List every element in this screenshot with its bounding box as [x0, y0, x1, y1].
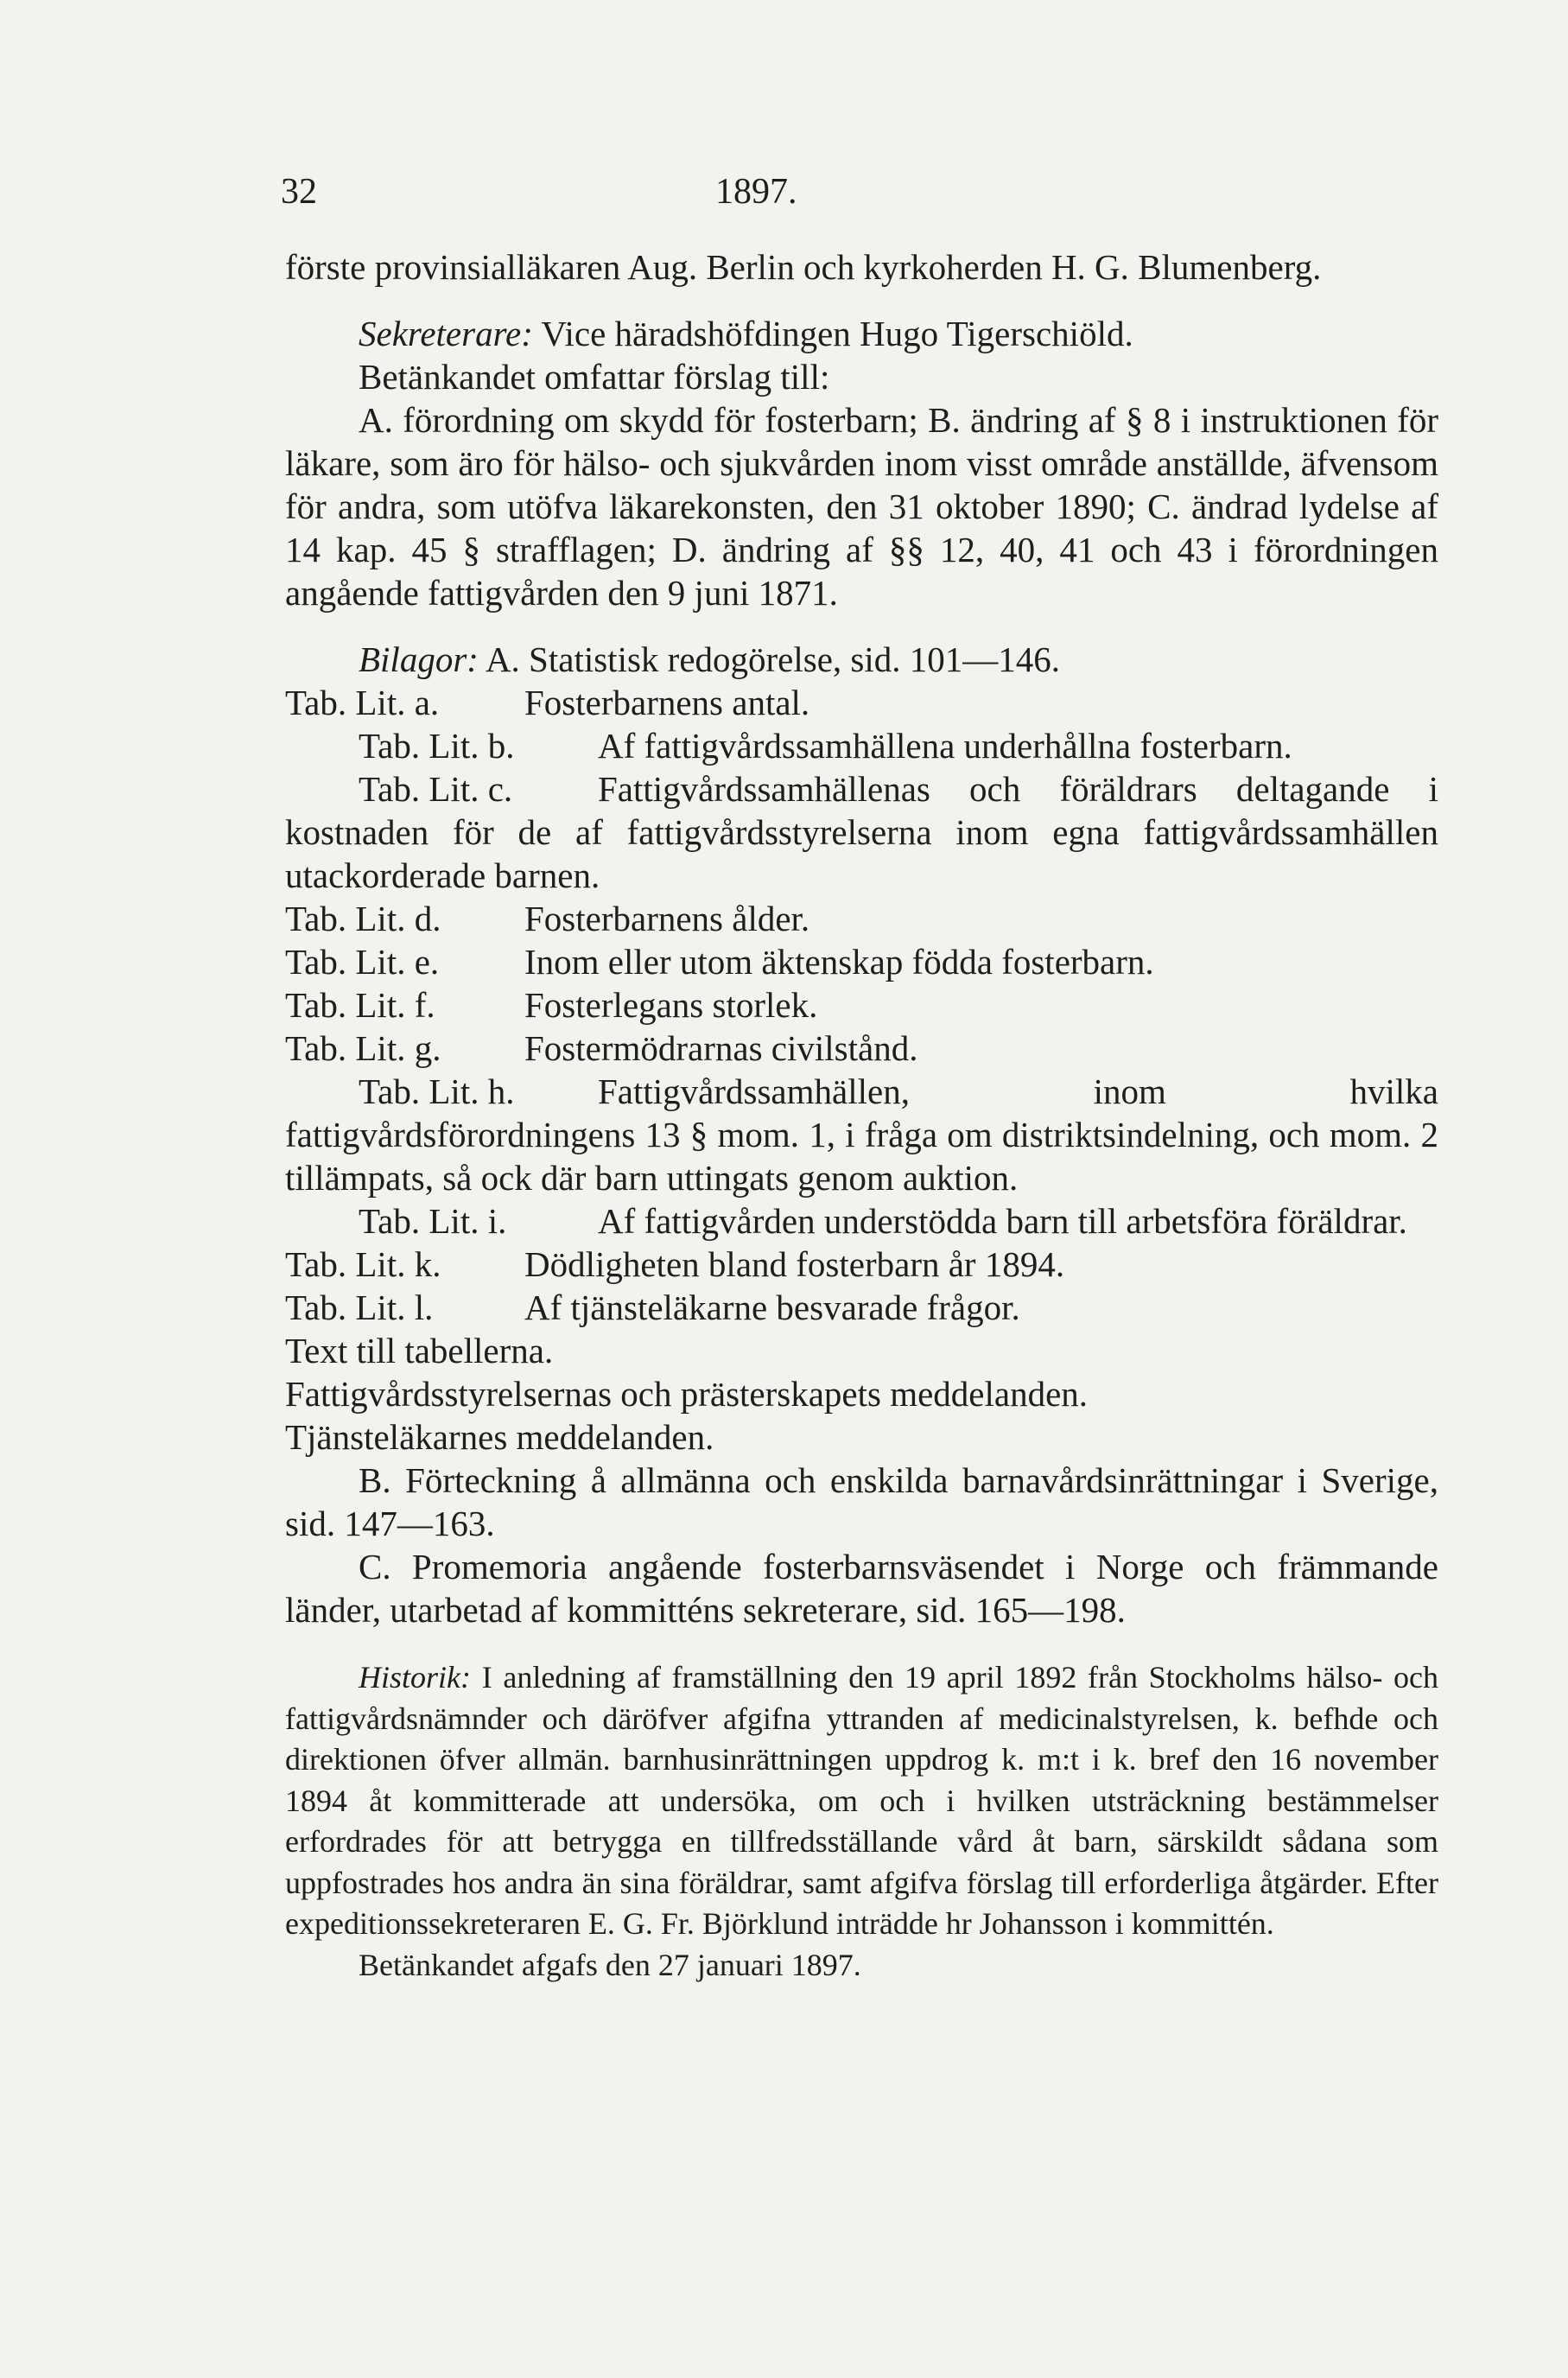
bilagor-head-text: A. Statistisk redogörelse, sid. 101—146.: [485, 639, 1061, 679]
sekreterare-text: Vice häradshöfdingen Hugo Tigerschiöld.: [541, 314, 1133, 353]
tab-key: Tab. Lit. h.: [359, 1071, 515, 1111]
tab-key: Tab. Lit. e.: [285, 942, 440, 982]
page-number: 32: [281, 172, 317, 212]
bilagor-tab-item: [285, 681, 1438, 724]
header-year: 1897.: [715, 172, 797, 212]
bilagor-tab-item: [285, 1199, 1438, 1243]
historik-paragraph: [285, 1657, 1438, 1945]
tab-text: Af tjänsteläkarne besvarade frågor.: [524, 1288, 1020, 1327]
bilagor-tab-item: [285, 1286, 1438, 1329]
page-header: [0, 171, 1568, 223]
bilagor-tab-item: [285, 1243, 1438, 1286]
tab-key: Tab. Lit. g.: [285, 1028, 441, 1068]
bilagor-extra-item: C. Promemoria angående fosterbarnsväsendet i Norge och främmande länder, utarbetad af kommitténs sekreterare, sid. 165—198.: [285, 1547, 1438, 1630]
tab-key: Tab. Lit. d.: [285, 899, 441, 938]
bilagor-label: Bilagor:: [359, 639, 479, 679]
tab-text: Fostermödrarnas civilstånd.: [524, 1028, 918, 1068]
tab-text: Fattigvårdssamhällen, inom hvilka fattigvårdsförordningens 13 § mom. 1, i fråga om distriktsindelning, och mom. 2 tillämpats, så ock där barn uttingats genom auktion.: [285, 1071, 1438, 1198]
tab-text: Fosterbarnens ålder.: [524, 899, 810, 938]
tab-text: Dödligheten bland fosterbarn år 1894.: [524, 1244, 1065, 1284]
historik-text: I anledning af framställning den 19 april 1892 från Stockholms hälso- och fattigvårdsnämnder och däröfver afgifna yttranden af medicinalstyrelsen, k. befhde och direktionen öfver allmän. barnhusinrättningen uppdrog k. m:t i k. bref den 16 november 1894 åt kommitterade att undersöka, om och i hvilken utsträckning bestämmelser erfordrades för att betrygga en tillfredsställande vård åt barn, särskildt sådana som uppfostrades hos andra än sina föräldrar, samt afgifva förslag till erforderliga åtgärder. Efter expeditionssekreteraren E. G. Fr. Björklund inträdde hr Johansson i kommittén.: [285, 1660, 1438, 1941]
tab-key: Tab. Lit. f.: [285, 985, 435, 1025]
bilagor-heading: [285, 638, 1438, 681]
bilagor-extra-item: Tjänsteläkarnes meddelanden.: [285, 1417, 714, 1457]
intro-paragraph: förste provinsialläkaren Aug. Berlin och kyrkoherden H. G. Blumenberg.: [285, 247, 1322, 287]
tab-text: Inom eller utom äktenskap födda fosterbarn.: [524, 942, 1154, 982]
bilagor-extra-item: Fattigvårdsstyrelsernas och prästerskapets meddelanden.: [285, 1374, 1089, 1414]
bilagor-tab-item: [285, 897, 1438, 940]
tab-text: Af fattigvården understödda barn till arbetsföra föräldrar.: [598, 1201, 1407, 1241]
tab-text: Fosterbarnens antal.: [524, 683, 810, 722]
bilagor-extra-list: [285, 1329, 1438, 1631]
bilagor-extra-item: Text till tabellerna.: [285, 1331, 554, 1370]
tab-text: Fattigvårdssamhällenas och föräldrars deltagande i kostnaden för de af fattigvårdsstyrelserna inom egna fattigvårdssamhällen utackorderade barnen.: [285, 769, 1438, 895]
tab-text: Fosterlegans storlek.: [524, 985, 818, 1025]
bilagor-tab-item: [285, 767, 1438, 897]
bilagor-tab-item: [285, 940, 1438, 983]
tab-key: Tab. Lit. l.: [285, 1288, 434, 1327]
sekreterare-label: Sekreterare:: [359, 314, 533, 353]
tab-key: Tab. Lit. a.: [285, 683, 440, 722]
tab-key: Tab. Lit. i.: [359, 1201, 507, 1241]
forslag-paragraph: A. förordning om skydd för fosterbarn; B. ändring af § 8 i instruktionen för läkare, som äro för hälso- och sjukvården inom visst område anställde, äfvensom för andra, som utöfva läkarekonsten, den 31 oktober 1890; C. ändrad lydelse af 14 kap. 45 § strafflagen; D. ändring af §§ 12, 40, 41 och 43 i förordningen angående fattigvården den 9 juni 1871.: [285, 400, 1438, 613]
tab-key: Tab. Lit. b.: [359, 726, 515, 766]
bilagor-extra-item: B. Förteckning å allmänna och enskilda barnavårdsinrättningar i Sverige, sid. 147—163.: [285, 1460, 1438, 1543]
tab-key: Tab. Lit. c.: [359, 769, 513, 809]
betankandet-intro: Betänkandet omfattar förslag till:: [359, 357, 830, 397]
bilagor-tab-list: [285, 681, 1438, 1329]
tab-text: Af fattigvårdssamhällena underhållna fosterbarn.: [598, 726, 1292, 766]
bilagor-tab-item: [285, 1070, 1438, 1199]
tab-key: Tab. Lit. k.: [285, 1244, 441, 1284]
historik-label: Historik:: [359, 1660, 471, 1694]
bilagor-tab-item: [285, 724, 1438, 767]
historik-final: Betänkandet afgafs den 27 januari 1897.: [359, 1947, 861, 1982]
bilagor-tab-item: [285, 983, 1438, 1027]
sekreterare-paragraph: [285, 312, 1438, 355]
body-text: [285, 245, 1438, 1986]
bilagor-tab-item: [285, 1027, 1438, 1070]
